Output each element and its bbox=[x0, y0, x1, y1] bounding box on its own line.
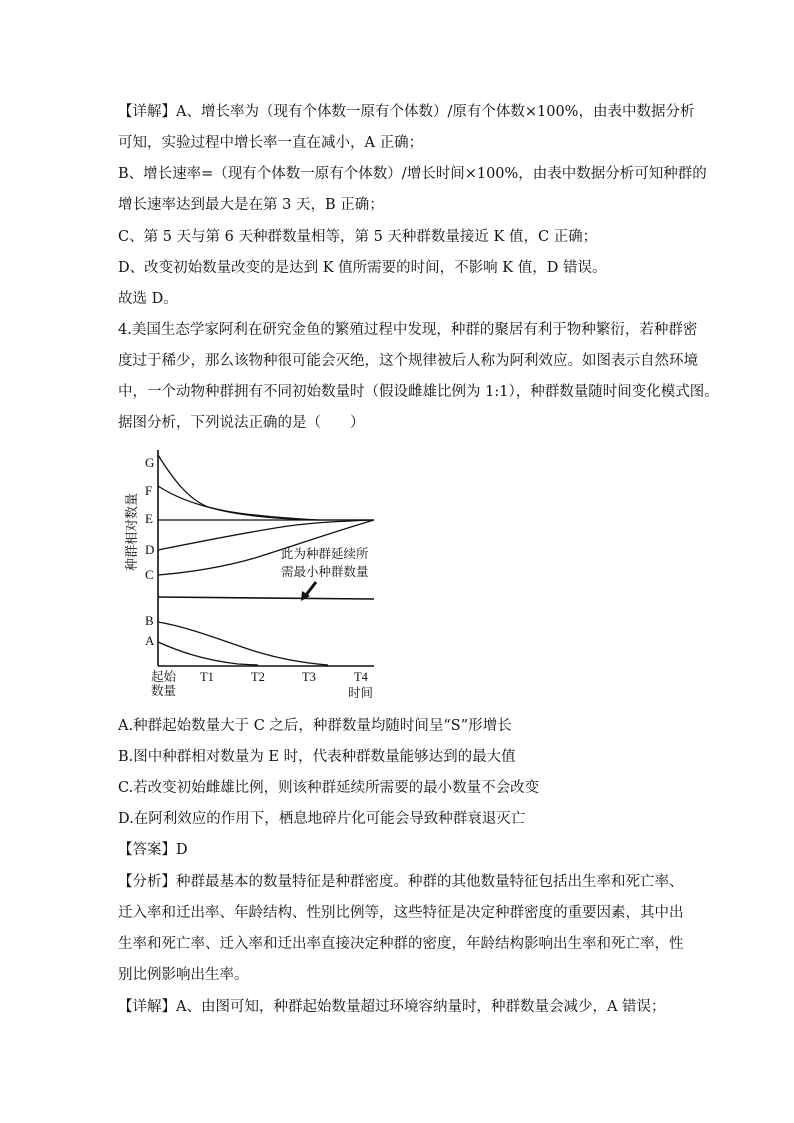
option-d: D.在阿利效应的作用下，栖息地碎片化可能会导致种群衰退灭亡 bbox=[118, 811, 526, 827]
paragraph-line-6: D、改变初始数量改变的是达到 K 值所需要的时间，不影响 K 值，D 错误。 bbox=[118, 260, 607, 276]
paragraph-line-2: 可知，实验过程中增长率一直在减小，A 正确； bbox=[118, 135, 424, 151]
x-axis-label: 时间 bbox=[348, 686, 374, 700]
answer-line: 【答案】D bbox=[118, 842, 188, 858]
option-b: B.图中种群相对数量为 E 时，代表种群数量能够达到的最大值 bbox=[118, 749, 516, 765]
question-line-1: 4.美国生态学家阿利在研究金鱼的繁殖过程中发现，种群的聚居有利于物种繁衍，若种群密 bbox=[118, 322, 698, 338]
curve-label-g: G bbox=[145, 455, 155, 470]
curve-g bbox=[158, 455, 374, 520]
annotation-line-1: 此为种群延续所 bbox=[281, 547, 369, 561]
curve-label-d: D bbox=[145, 542, 155, 557]
x-start-label-1: 起始 bbox=[151, 670, 177, 684]
curve-a bbox=[158, 642, 258, 665]
curve-label-f: F bbox=[145, 483, 153, 498]
curve-b bbox=[158, 622, 328, 665]
analysis-line-3: 生率和死亡率、迁入率和迁出率直接决定种群的密度，年龄结构影响出生率和死亡率，性 bbox=[118, 936, 684, 952]
curve-min-threshold bbox=[158, 597, 374, 599]
x-start-label-2: 数量 bbox=[151, 684, 177, 698]
curve-f bbox=[158, 486, 318, 520]
x-tick-t1: T1 bbox=[200, 670, 214, 684]
x-tick-t2: T2 bbox=[251, 670, 265, 684]
analysis-line-1: 【分析】种群最基本的数量特征是种群密度。种群的其他数量特征包括出生率和死亡率、 bbox=[118, 874, 684, 890]
annotation-line-2: 需最小种群数量 bbox=[281, 565, 369, 579]
option-c: C.若改变初始雌雄比例，则该种群延续所需要的最小数量不会改变 bbox=[118, 780, 540, 796]
y-axis-label: 种群相对数量 bbox=[124, 492, 139, 572]
curve-label-a: A bbox=[145, 633, 155, 648]
detail-line-1: 【详解】A、由图可知，种群起始数量超过环境容纳量时，种群数量会减少，A 错误； bbox=[118, 999, 666, 1015]
question-line-4: 据图分析，下列说法正确的是（ ） bbox=[118, 415, 365, 431]
x-tick-t4: T4 bbox=[354, 670, 368, 684]
paragraph-line-1: 【详解】A、增长率为（现有个体数一原有个体数）/原有个体数×100%，由表中数据分析 bbox=[118, 104, 695, 120]
paragraph-line-4: 增长速率达到最大是在第 3 天，B 正确； bbox=[118, 197, 384, 213]
x-tick-t3: T3 bbox=[302, 670, 316, 684]
paragraph-line-5: C、第 5 天与第 6 天种群数量相等，第 5 天种群数量接近 K 值，C 正确； bbox=[118, 229, 598, 245]
option-a: A.种群起始数量大于 C 之后，种群数量均随时间呈“S”形增长 bbox=[118, 718, 512, 734]
question-line-2: 度过于稀少，那么该物种很可能会灭绝，这个规律被后人称为阿利效应。如图表示自然环境 bbox=[118, 353, 698, 369]
analysis-line-4: 别比例影响出生率。 bbox=[118, 967, 249, 983]
curve-label-e: E bbox=[145, 511, 153, 526]
population-figure bbox=[118, 444, 408, 704]
curve-label-c: C bbox=[145, 567, 154, 582]
analysis-line-2: 迁入率和迁出率、年龄结构、性别比例等，这些特征是决定种群密度的重要因素，其中出 bbox=[118, 905, 684, 921]
curve-label-b: B bbox=[145, 613, 154, 628]
question-line-3: 中，一个动物种群拥有不同初始数量时（假设雌雄比例为 1:1），种群数量随时间变化模式图。 bbox=[118, 384, 719, 400]
paragraph-line-3: B、增长速率=（现有个体数一原有个体数）/增长时间×100%，由表中数据分析可知种群的 bbox=[118, 166, 707, 182]
paragraph-line-7: 故选 D。 bbox=[118, 291, 178, 307]
annotation-arrow bbox=[306, 582, 316, 595]
curve-d bbox=[158, 520, 374, 550]
